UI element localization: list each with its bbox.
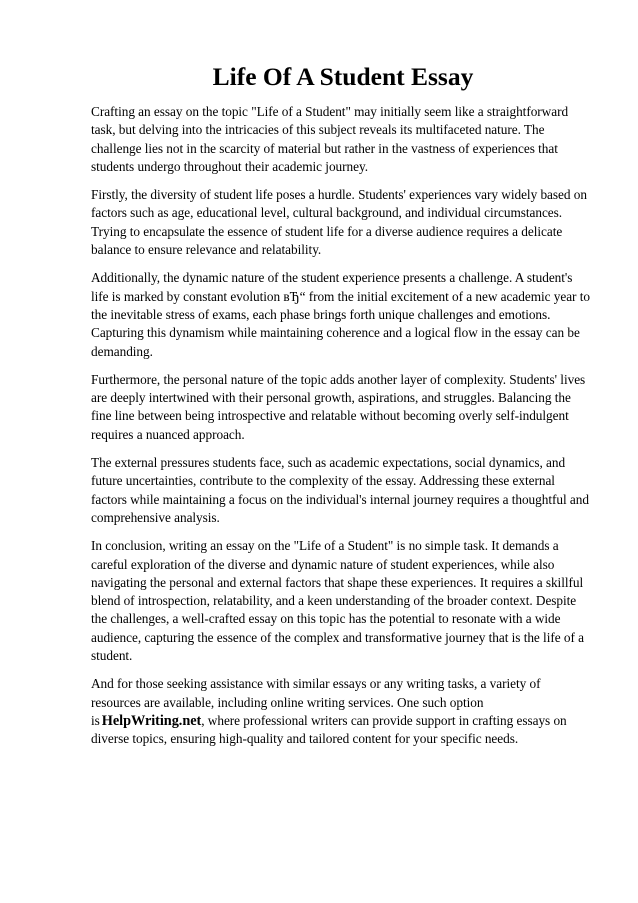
paragraph-closing	[91, 675, 591, 748]
paragraph-dynamic-nature: Additionally, the dynamic nature of the student experience presents a challenge. A student's life is marked by constant evolution вЂ“ from the initial excitement of a new academic year to the inevitable stress of exams, each phase brings forth unique challenges and emotions. Capturing this dynamism while maintaining coherence and a logical flow in the essay can be demanding.	[91, 270, 590, 359]
paragraph-external-pressures: The external pressures students face, such as academic expectations, social dynamics, and future uncertainties, contribute to the complexity of the essay. Addressing these external factors while maintaining a focus on the individual's internal journey requires a thoughtful and comprehensive analysis.	[91, 455, 589, 525]
closing-text-before: And for those seeking assistance with similar essays or any writing tasks, a variety of resources are available, including online writing services. One such option is	[91, 676, 541, 728]
brand-name: HelpWriting.net	[101, 712, 202, 729]
paragraph-intro: Crafting an essay on the topic "Life of a Student" may initially seem like a straightforward task, but delving into the intricacies of this subject reveals its multifaceted nature. The challenge lies not in the scarcity of material but rather in the vastness of experiences that students undergo throughout their academic journey.	[91, 104, 569, 174]
closing-text-after: , where professional writers can provide support in crafting essays on diverse topics, ensuring high-quality and tailored content for your specific needs.	[91, 712, 567, 747]
paragraph-conclusion: In conclusion, writing an essay on the "Life of a Student" is no simple task. It demands a careful exploration of the diverse and dynamic nature of student experiences, while also navigating the personal and external factors that shape these experiences. It requires a skillful blend of introspection, relatability, and a keen understanding of the broader context. Despite the challenges, a well-crafted essay on this topic has the potential to resonate with a wide audience, capturing the essence of the complex and transformative journey that is the life of a student.	[91, 538, 584, 664]
paragraph-personal-nature: Furthermore, the personal nature of the topic adds another layer of complexity. Students' lives are deeply intertwined with their personal growth, aspirations, and struggles. Balancing the fine line between being introspective and relatable without becoming overly self-indulgent requires a nuanced approach.	[91, 371, 586, 442]
document-title: Life Of A Student Essay	[212, 62, 474, 91]
paragraph-diversity: Firstly, the diversity of student life poses a hurdle. Students' experiences vary widely based on factors such as age, educational level, cultural background, and individual circumstances. Trying to encapsulate the essence of student life for a diverse audience requires a delicate balance to ensure relevance and relatability.	[91, 187, 587, 258]
